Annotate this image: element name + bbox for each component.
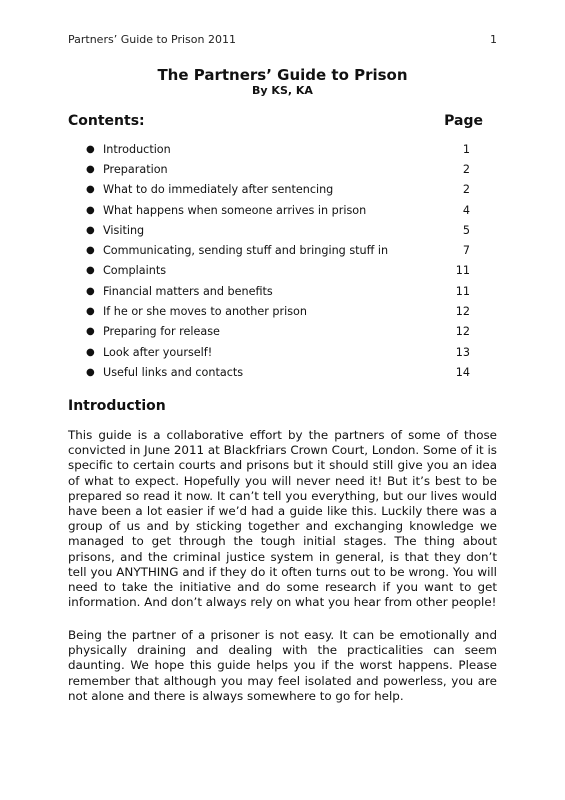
toc-entry-label: Visiting xyxy=(103,223,145,237)
document-author: By KS, KA xyxy=(252,84,313,97)
introduction-paragraph-1: This guide is a collaborative effort by the partners of some of those convicted in June 2011 at Blackfriars Crown Court, London. Some of it is specific to certain courts and prisons but it should still give you an idea of what to expect. Hopefully you will never need it! But it’s best to be prepared so read it now. It can’t tell you everything, but our lives would have been a lot easier if we’d had a guide like this. Luckily there was a group of us and by sticking together and exchanging knowledge we managed to get through the tough initial stages. The thing about prisons, and the criminal justice system in general, is that they don’t tell you ANYTHING and if they do it often turns out to be wrong. You will need to take the initiative and do some research if you want to get information. And don’t always rely on what you hear from other people! xyxy=(68,428,497,610)
toc-entry-label: Preparation xyxy=(103,162,168,176)
toc-entry xyxy=(86,200,470,220)
header-title: Partners’ Guide to Prison 2011 xyxy=(68,33,236,46)
toc-entry xyxy=(86,139,470,159)
toc-entry-page: 1 xyxy=(462,142,470,156)
toc-entry xyxy=(86,301,470,321)
toc-entry-label: If he or she moves to another prison xyxy=(103,305,307,319)
toc-entry xyxy=(86,362,470,382)
toc-entry-label: Useful links and contacts xyxy=(103,365,244,379)
header-page-number: 1 xyxy=(490,33,497,46)
toc-entry-page: 5 xyxy=(462,223,470,237)
bullet-icon: ● xyxy=(86,184,95,196)
bullet-icon: ● xyxy=(86,224,95,236)
toc-entry-page: 12 xyxy=(455,305,470,319)
toc-entry xyxy=(86,240,470,260)
toc-entry xyxy=(86,322,470,342)
bullet-icon: ● xyxy=(86,366,95,378)
toc-entry-page: 7 xyxy=(462,244,470,258)
document-title: The Partners’ Guide to Prison xyxy=(157,66,408,84)
toc-entry-page: 13 xyxy=(455,345,470,359)
toc-entry xyxy=(86,281,470,301)
bullet-icon: ● xyxy=(86,285,95,297)
bullet-icon: ● xyxy=(86,306,95,318)
contents-header xyxy=(68,112,483,130)
toc-entry xyxy=(86,159,470,179)
toc-entry-page: 2 xyxy=(462,162,470,176)
toc-entry-label: Look after yourself! xyxy=(103,345,213,359)
contents-page-heading: Page xyxy=(444,113,483,129)
toc-entry-label: What happens when someone arrives in prison xyxy=(103,203,367,217)
table-of-contents xyxy=(86,139,470,383)
toc-entry-label: Communicating, sending stuff and bringing stuff in xyxy=(103,244,389,258)
toc-entry-page: 11 xyxy=(455,264,470,278)
bullet-icon: ● xyxy=(86,204,95,216)
toc-entry xyxy=(86,261,470,281)
introduction-heading: Introduction xyxy=(68,398,166,414)
toc-entry-page: 11 xyxy=(455,284,470,298)
toc-entry xyxy=(86,342,470,362)
toc-entry-page: 12 xyxy=(455,325,470,339)
bullet-icon: ● xyxy=(86,346,95,358)
toc-entry xyxy=(86,180,470,200)
toc-entry-page: 14 xyxy=(455,365,470,379)
contents-heading: Contents: xyxy=(68,113,145,129)
toc-entry-label: Introduction xyxy=(103,142,171,156)
toc-entry-label: What to do immediately after sentencing xyxy=(103,183,334,197)
toc-entry-page: 2 xyxy=(462,183,470,197)
toc-entry xyxy=(86,220,470,240)
page-header xyxy=(68,33,497,47)
bullet-icon: ● xyxy=(86,143,95,155)
title-block xyxy=(0,66,565,98)
toc-entry-page: 4 xyxy=(462,203,470,217)
introduction-paragraph-2: Being the partner of a prisoner is not easy. It can be emotionally and physically draining and dealing with the practicalities can seem daunting. We hope this guide helps you if the worst happens. Please remember that although you may feel isolated and powerless, you are not alone and there is always somewhere to go for help. xyxy=(68,628,497,703)
bullet-icon: ● xyxy=(86,265,95,277)
bullet-icon: ● xyxy=(86,245,95,257)
toc-entry-label: Financial matters and benefits xyxy=(103,284,273,298)
bullet-icon: ● xyxy=(86,326,95,338)
toc-entry-label: Preparing for release xyxy=(103,325,220,339)
toc-entry-label: Complaints xyxy=(103,264,167,278)
bullet-icon: ● xyxy=(86,163,95,175)
